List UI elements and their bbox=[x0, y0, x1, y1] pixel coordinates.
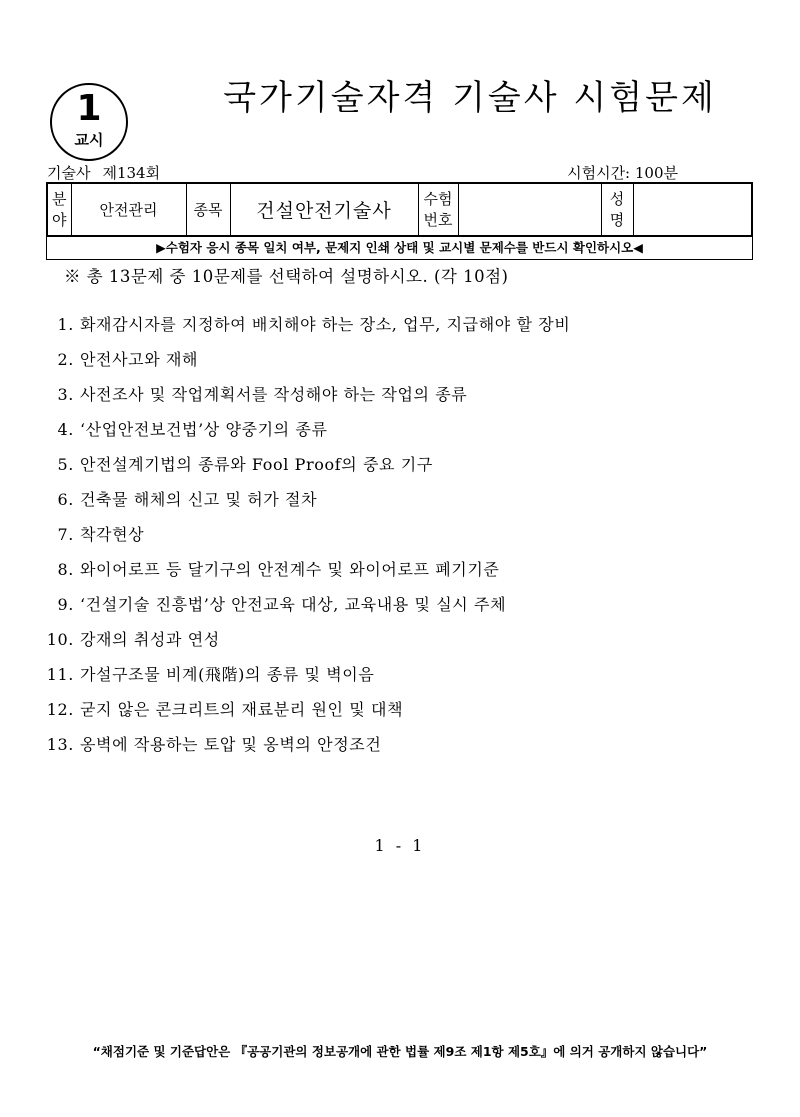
question-item: 4. ‘산업안전보건법’상 양중기의 종류 bbox=[57, 420, 328, 439]
footer-disclaimer: “채점기준 및 기준답안은 『공공기관의 정보공개에 관한 법률 제9조 제1항 제5호』에 의거 공개하지 않습니다” bbox=[92, 1044, 708, 1059]
exam-round: 제134회 bbox=[102, 164, 161, 182]
page-title: 국가기술자격 기술사 시험문제 bbox=[223, 78, 717, 118]
question-item: 2. 안전사고와 재해 bbox=[57, 350, 199, 369]
question-item: 8. 와이어로프 등 달기구의 안전계수 및 와이어로프 폐기기준 bbox=[57, 560, 500, 579]
field-value: 안전관리 bbox=[71, 183, 186, 236]
question-list bbox=[46, 307, 570, 762]
exam-info-table bbox=[46, 182, 753, 237]
question-item: 12. 굳지 않은 콘크리트의 재료분리 원인 및 대책 bbox=[46, 700, 404, 719]
session-number: 1 bbox=[76, 88, 102, 129]
question-item: 6. 건축물 해체의 신고 및 허가 절차 bbox=[57, 490, 318, 509]
question-item: 13. 옹벽에 작용하는 토압 및 옹벽의 안정조건 bbox=[46, 735, 382, 754]
exam-time: 시험시간: 100분 bbox=[567, 164, 678, 182]
question-item: 7. 착각현상 bbox=[57, 525, 145, 544]
question-item: 3. 사전조사 및 작업계획서를 작성해야 하는 작업의 종류 bbox=[57, 385, 468, 404]
exam-grade: 기술사 bbox=[47, 164, 91, 182]
name-label: 성 명 bbox=[601, 183, 633, 236]
name-field[interactable] bbox=[633, 183, 752, 236]
question-item: 1. 화재감시자를 지정하여 배치해야 하는 장소, 업무, 지급해야 할 장비 bbox=[57, 315, 571, 334]
session-label: 교시 bbox=[74, 131, 104, 149]
page-number: 1 - 1 bbox=[374, 836, 426, 855]
notice-banner: ▶수험자 응시 종목 일치 여부, 문제지 인쇄 상태 및 교시별 문제수를 반드시 확인하시오◀ bbox=[46, 237, 753, 260]
exam-grade-round bbox=[47, 162, 160, 183]
category-label: 종목 bbox=[186, 183, 230, 236]
question-item: 11. 가설구조물 비계(飛階)의 종류 및 벽이음 bbox=[46, 665, 375, 684]
exam-number-field[interactable] bbox=[458, 183, 601, 236]
instruction: ※ 총 13문제 중 10문제를 선택하여 설명하시오. (각 10점) bbox=[64, 267, 509, 286]
category-value: 건설안전기술사 bbox=[230, 183, 418, 236]
question-item: 9. ‘건설기술 진흥법’상 안전교육 대상, 교육내용 및 실시 주체 bbox=[57, 595, 507, 614]
session-badge bbox=[50, 83, 128, 161]
question-item: 10. 강재의 취성과 연성 bbox=[46, 630, 220, 649]
question-item: 5. 안전설계기법의 종류와 Fool Proof의 중요 기구 bbox=[57, 455, 433, 474]
field-label: 분 야 bbox=[47, 183, 71, 236]
exam-number-label: 수험 번호 bbox=[418, 183, 458, 236]
